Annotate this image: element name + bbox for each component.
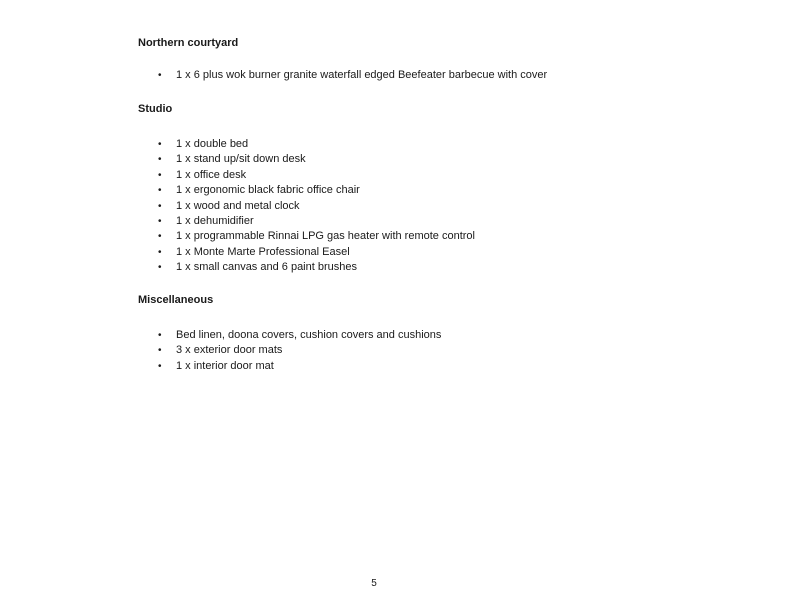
- list-item-text: Bed linen, doona covers, cushion covers and cushions: [176, 329, 442, 341]
- list-item-text: 1 x small canvas and 6 paint brushes: [176, 261, 357, 274]
- list-item: [0, 137, 475, 152]
- list-item: [0, 343, 441, 358]
- list-item: [0, 199, 475, 214]
- section-heading-studio: Studio: [138, 103, 173, 115]
- list-item-text: 1 x double bed: [176, 138, 249, 150]
- bullet-icon: •: [158, 200, 162, 212]
- bullet-icon: •: [158, 215, 162, 227]
- list-item-text: 1 x Monte Marte Professional Easel: [176, 245, 350, 258]
- list-item-text: 1 x 6 plus wok burner granite waterfall edged Beefeater barbecue with cover: [176, 69, 548, 81]
- section-heading-miscellaneous: Miscellaneous: [138, 294, 214, 306]
- bullet-icon: •: [158, 246, 162, 258]
- bullet-icon: •: [158, 231, 162, 243]
- bullet-icon: •: [158, 262, 162, 274]
- bullet-icon: •: [158, 139, 162, 150]
- list-item: [0, 328, 441, 343]
- list-studio: [0, 137, 475, 276]
- list-item-text: 1 x wood and metal clock: [176, 199, 300, 212]
- list-item-text: 1 x stand up/sit down desk: [176, 153, 306, 166]
- page-number: 5: [371, 578, 377, 589]
- bullet-icon: •: [158, 169, 162, 181]
- list-northern-courtyard: [0, 68, 547, 83]
- bullet-icon: •: [158, 330, 162, 341]
- list-item: [0, 183, 475, 198]
- list-item-text: 3 x exterior door mats: [176, 344, 283, 357]
- list-item-text: 1 x dehumidifier: [176, 214, 254, 227]
- bullet-icon: •: [158, 70, 162, 81]
- list-item: [0, 168, 475, 183]
- list-item-text: 1 x office desk: [176, 168, 247, 181]
- list-item: [0, 260, 475, 275]
- bullet-icon: •: [158, 154, 162, 166]
- list-item: [0, 359, 441, 374]
- section-heading-northern-courtyard: Northern courtyard: [138, 37, 239, 49]
- list-item-text: 1 x programmable Rinnai LPG gas heater with remote control: [176, 230, 475, 243]
- list-item: [0, 245, 475, 260]
- list-item-text: 1 x interior door mat: [176, 359, 274, 372]
- list-item: [0, 68, 547, 83]
- bullet-icon: •: [158, 360, 162, 372]
- list-item: [0, 229, 475, 244]
- bullet-icon: •: [158, 345, 162, 357]
- list-item-text: 1 x ergonomic black fabric office chair: [176, 184, 360, 197]
- list-item: [0, 152, 475, 167]
- list-item: [0, 214, 475, 229]
- bullet-icon: •: [158, 185, 162, 197]
- list-miscellaneous: [0, 328, 441, 374]
